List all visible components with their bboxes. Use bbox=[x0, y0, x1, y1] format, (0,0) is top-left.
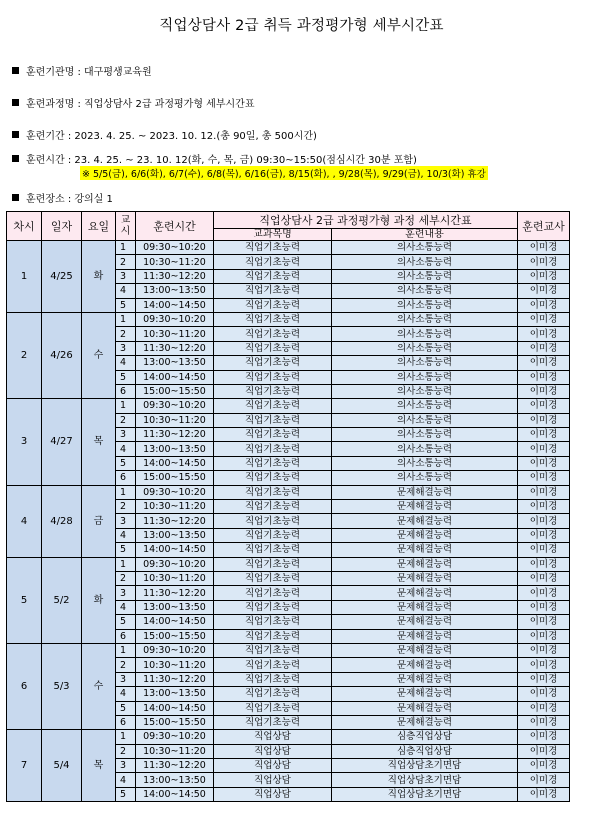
cell-subject: 직업기초능력 bbox=[214, 269, 332, 283]
cell-time: 13:00~13:50 bbox=[136, 773, 214, 787]
cell-period: 4 bbox=[116, 600, 136, 614]
cell-subject: 직업기초능력 bbox=[214, 341, 332, 355]
cell-teacher: 이미경 bbox=[518, 759, 570, 773]
cell-subject: 직업기초능력 bbox=[214, 571, 332, 585]
cell-chasi: 5 bbox=[7, 557, 42, 643]
cell-time: 10:30~11:20 bbox=[136, 327, 214, 341]
cell-content: 의사소통능력 bbox=[332, 413, 518, 427]
cell-subject: 직업기초능력 bbox=[214, 485, 332, 499]
cell-content: 의사소통능력 bbox=[332, 284, 518, 298]
cell-teacher: 이미경 bbox=[518, 715, 570, 729]
cell-teacher: 이미경 bbox=[518, 658, 570, 672]
cell-period: 5 bbox=[116, 615, 136, 629]
cell-period: 6 bbox=[116, 715, 136, 729]
cell-time: 11:30~12:20 bbox=[136, 759, 214, 773]
cell-time: 10:30~11:20 bbox=[136, 413, 214, 427]
cell-time: 14:00~14:50 bbox=[136, 298, 214, 312]
cell-period: 2 bbox=[116, 500, 136, 514]
table-row bbox=[7, 241, 570, 255]
cell-subject: 직업기초능력 bbox=[214, 600, 332, 614]
cell-content: 문제해결능력 bbox=[332, 500, 518, 514]
table-row bbox=[7, 730, 570, 744]
cell-content: 문제해결능력 bbox=[332, 658, 518, 672]
cell-period: 3 bbox=[116, 586, 136, 600]
header-group: 직업상담사 2급 과정평가형 과정 세부시간표 bbox=[214, 212, 518, 229]
cell-content: 의사소통능력 bbox=[332, 341, 518, 355]
cell-teacher: 이미경 bbox=[518, 471, 570, 485]
cell-chasi: 7 bbox=[7, 730, 42, 802]
cell-content: 의사소통능력 bbox=[332, 312, 518, 326]
cell-content: 문제해결능력 bbox=[332, 615, 518, 629]
header-time: 훈련시간 bbox=[136, 212, 214, 241]
cell-period: 2 bbox=[116, 658, 136, 672]
info-period bbox=[12, 127, 317, 142]
schedule-table bbox=[6, 211, 570, 802]
cell-period: 5 bbox=[116, 543, 136, 557]
cell-teacher: 이미경 bbox=[518, 284, 570, 298]
cell-period: 2 bbox=[116, 571, 136, 585]
cell-content: 직업상담초기면담 bbox=[332, 773, 518, 787]
cell-date: 4/28 bbox=[42, 485, 82, 557]
cell-content: 의사소통능력 bbox=[332, 255, 518, 269]
header-chasi: 차시 bbox=[7, 212, 42, 241]
page-title: 직업상담사 2급 취득 과정평가형 세부시간표 bbox=[159, 18, 444, 34]
cell-content: 문제해결능력 bbox=[332, 600, 518, 614]
cell-content: 직업상담초기면담 bbox=[332, 759, 518, 773]
cell-time: 11:30~12:20 bbox=[136, 514, 214, 528]
header-date: 일자 bbox=[42, 212, 82, 241]
cell-subject: 직업상담 bbox=[214, 787, 332, 801]
cell-time: 09:30~10:20 bbox=[136, 485, 214, 499]
cell-subject: 직업기초능력 bbox=[214, 672, 332, 686]
cell-teacher: 이미경 bbox=[518, 255, 570, 269]
cell-content: 의사소통능력 bbox=[332, 399, 518, 413]
bullet-square-icon bbox=[12, 194, 19, 201]
cell-period: 5 bbox=[116, 456, 136, 470]
info-institution bbox=[12, 63, 152, 78]
cell-teacher: 이미경 bbox=[518, 629, 570, 643]
cell-period: 4 bbox=[116, 773, 136, 787]
cell-content: 의사소통능력 bbox=[332, 471, 518, 485]
cell-period: 3 bbox=[116, 428, 136, 442]
cell-subject: 직업기초능력 bbox=[214, 399, 332, 413]
cell-teacher: 이미경 bbox=[518, 298, 570, 312]
cell-date: 5/3 bbox=[42, 643, 82, 729]
cell-time: 09:30~10:20 bbox=[136, 557, 214, 571]
cell-time: 13:00~13:50 bbox=[136, 528, 214, 542]
cell-time: 09:30~10:20 bbox=[136, 312, 214, 326]
cell-teacher: 이미경 bbox=[518, 456, 570, 470]
cell-teacher: 이미경 bbox=[518, 543, 570, 557]
cell-period: 1 bbox=[116, 312, 136, 326]
header-period: 교시 bbox=[116, 212, 136, 241]
cell-time: 11:30~12:20 bbox=[136, 586, 214, 600]
cell-chasi: 3 bbox=[7, 399, 42, 485]
cell-teacher: 이미경 bbox=[518, 327, 570, 341]
cell-period: 6 bbox=[116, 471, 136, 485]
bullet-square-icon bbox=[12, 155, 19, 162]
cell-teacher: 이미경 bbox=[518, 356, 570, 370]
cell-subject: 직업상담 bbox=[214, 744, 332, 758]
cell-time: 13:00~13:50 bbox=[136, 442, 214, 456]
cell-content: 심층직업상담 bbox=[332, 744, 518, 758]
table-row bbox=[7, 485, 570, 499]
cell-period: 4 bbox=[116, 687, 136, 701]
cell-time: 10:30~11:20 bbox=[136, 744, 214, 758]
info-course-text: 훈련과정명 : 직업상담사 2급 과정평가형 세부시간표 bbox=[26, 99, 255, 110]
bullet-square-icon bbox=[12, 99, 19, 106]
cell-subject: 직업기초능력 bbox=[214, 356, 332, 370]
cell-time: 10:30~11:20 bbox=[136, 571, 214, 585]
cell-time: 09:30~10:20 bbox=[136, 643, 214, 657]
cell-period: 3 bbox=[116, 759, 136, 773]
cell-period: 3 bbox=[116, 672, 136, 686]
cell-subject: 직업기초능력 bbox=[214, 312, 332, 326]
cell-subject: 직업기초능력 bbox=[214, 615, 332, 629]
info-time-text: 훈련시간 : 23. 4. 25. ~ 23. 10. 12(화, 수, 목, 금) 09:30~15:50(점심시간 30분 포함) bbox=[26, 155, 417, 166]
cell-teacher: 이미경 bbox=[518, 485, 570, 499]
cell-teacher: 이미경 bbox=[518, 399, 570, 413]
cell-teacher: 이미경 bbox=[518, 730, 570, 744]
bullet-square-icon bbox=[12, 67, 19, 74]
cell-teacher: 이미경 bbox=[518, 571, 570, 585]
cell-teacher: 이미경 bbox=[518, 514, 570, 528]
cell-content: 문제해결능력 bbox=[332, 715, 518, 729]
table-row bbox=[7, 312, 570, 326]
header-day: 요일 bbox=[82, 212, 116, 241]
cell-subject: 직업상담 bbox=[214, 730, 332, 744]
cell-subject: 직업기초능력 bbox=[214, 471, 332, 485]
cell-time: 15:00~15:50 bbox=[136, 715, 214, 729]
cell-time: 14:00~14:50 bbox=[136, 543, 214, 557]
cell-content: 의사소통능력 bbox=[332, 384, 518, 398]
cell-subject: 직업기초능력 bbox=[214, 643, 332, 657]
cell-teacher: 이미경 bbox=[518, 787, 570, 801]
header-teacher: 훈련교사 bbox=[518, 212, 570, 241]
cell-period: 4 bbox=[116, 442, 136, 456]
cell-time: 14:00~14:50 bbox=[136, 456, 214, 470]
cell-content: 의사소통능력 bbox=[332, 370, 518, 384]
cell-time: 13:00~13:50 bbox=[136, 284, 214, 298]
cell-subject: 직업기초능력 bbox=[214, 715, 332, 729]
cell-content: 의사소통능력 bbox=[332, 241, 518, 255]
cell-teacher: 이미경 bbox=[518, 428, 570, 442]
cell-period: 6 bbox=[116, 629, 136, 643]
cell-teacher: 이미경 bbox=[518, 370, 570, 384]
cell-time: 11:30~12:20 bbox=[136, 269, 214, 283]
cell-chasi: 1 bbox=[7, 241, 42, 313]
info-place bbox=[12, 190, 113, 205]
cell-teacher: 이미경 bbox=[518, 744, 570, 758]
cell-content: 직업상담초기면담 bbox=[332, 787, 518, 801]
cell-period: 4 bbox=[116, 284, 136, 298]
cell-teacher: 이미경 bbox=[518, 600, 570, 614]
cell-period: 2 bbox=[116, 744, 136, 758]
cell-time: 14:00~14:50 bbox=[136, 615, 214, 629]
cell-content: 심층직업상담 bbox=[332, 730, 518, 744]
cell-subject: 직업기초능력 bbox=[214, 413, 332, 427]
cell-content: 문제해결능력 bbox=[332, 687, 518, 701]
cell-teacher: 이미경 bbox=[518, 413, 570, 427]
cell-subject: 직업기초능력 bbox=[214, 428, 332, 442]
cell-time: 10:30~11:20 bbox=[136, 500, 214, 514]
cell-subject: 직업기초능력 bbox=[214, 629, 332, 643]
cell-time: 11:30~12:20 bbox=[136, 341, 214, 355]
cell-subject: 직업기초능력 bbox=[214, 442, 332, 456]
schedule-body bbox=[7, 241, 570, 802]
cell-teacher: 이미경 bbox=[518, 557, 570, 571]
bullet-square-icon bbox=[12, 131, 19, 138]
table-row bbox=[7, 399, 570, 413]
cell-content: 문제해결능력 bbox=[332, 672, 518, 686]
info-time bbox=[12, 151, 417, 166]
cell-content: 의사소통능력 bbox=[332, 456, 518, 470]
cell-period: 2 bbox=[116, 327, 136, 341]
cell-period: 3 bbox=[116, 269, 136, 283]
cell-period: 5 bbox=[116, 787, 136, 801]
cell-time: 09:30~10:20 bbox=[136, 399, 214, 413]
cell-teacher: 이미경 bbox=[518, 442, 570, 456]
cell-content: 문제해결능력 bbox=[332, 571, 518, 585]
cell-subject: 직업기초능력 bbox=[214, 687, 332, 701]
cell-teacher: 이미경 bbox=[518, 701, 570, 715]
cell-teacher: 이미경 bbox=[518, 384, 570, 398]
cell-time: 10:30~11:20 bbox=[136, 658, 214, 672]
cell-teacher: 이미경 bbox=[518, 528, 570, 542]
cell-time: 14:00~14:50 bbox=[136, 701, 214, 715]
cell-subject: 직업기초능력 bbox=[214, 543, 332, 557]
cell-day: 금 bbox=[82, 485, 116, 557]
cell-content: 의사소통능력 bbox=[332, 428, 518, 442]
cell-content: 문제해결능력 bbox=[332, 543, 518, 557]
cell-day: 수 bbox=[82, 643, 116, 729]
cell-content: 문제해결능력 bbox=[332, 557, 518, 571]
cell-date: 5/2 bbox=[42, 557, 82, 643]
cell-period: 5 bbox=[116, 370, 136, 384]
cell-day: 목 bbox=[82, 399, 116, 485]
cell-period: 3 bbox=[116, 341, 136, 355]
cell-day: 화 bbox=[82, 241, 116, 313]
cell-date: 4/26 bbox=[42, 312, 82, 398]
cell-teacher: 이미경 bbox=[518, 773, 570, 787]
cell-period: 6 bbox=[116, 384, 136, 398]
cell-period: 1 bbox=[116, 399, 136, 413]
cell-subject: 직업기초능력 bbox=[214, 557, 332, 571]
cell-subject: 직업기초능력 bbox=[214, 658, 332, 672]
cell-period: 3 bbox=[116, 514, 136, 528]
cell-teacher: 이미경 bbox=[518, 687, 570, 701]
info-course bbox=[12, 95, 255, 110]
cell-time: 09:30~10:20 bbox=[136, 730, 214, 744]
cell-chasi: 6 bbox=[7, 643, 42, 729]
cell-teacher: 이미경 bbox=[518, 312, 570, 326]
cell-teacher: 이미경 bbox=[518, 500, 570, 514]
cell-subject: 직업기초능력 bbox=[214, 514, 332, 528]
cell-day: 수 bbox=[82, 312, 116, 398]
cell-time: 15:00~15:50 bbox=[136, 629, 214, 643]
cell-time: 09:30~10:20 bbox=[136, 241, 214, 255]
cell-subject: 직업기초능력 bbox=[214, 298, 332, 312]
cell-chasi: 2 bbox=[7, 312, 42, 398]
cell-subject: 직업기초능력 bbox=[214, 528, 332, 542]
cell-period: 1 bbox=[116, 557, 136, 571]
cell-period: 1 bbox=[116, 485, 136, 499]
cell-period: 1 bbox=[116, 241, 136, 255]
cell-chasi: 4 bbox=[7, 485, 42, 557]
cell-period: 1 bbox=[116, 730, 136, 744]
cell-time: 13:00~13:50 bbox=[136, 600, 214, 614]
cell-subject: 직업상담 bbox=[214, 773, 332, 787]
cell-date: 4/25 bbox=[42, 241, 82, 313]
cell-content: 문제해결능력 bbox=[332, 643, 518, 657]
cell-teacher: 이미경 bbox=[518, 269, 570, 283]
info-place-text: 훈련장소 : 강의실 1 bbox=[26, 194, 113, 205]
cell-day: 화 bbox=[82, 557, 116, 643]
cell-time: 14:00~14:50 bbox=[136, 787, 214, 801]
cell-content: 문제해결능력 bbox=[332, 629, 518, 643]
cell-subject: 직업기초능력 bbox=[214, 701, 332, 715]
cell-content: 의사소통능력 bbox=[332, 298, 518, 312]
cell-time: 13:00~13:50 bbox=[136, 687, 214, 701]
cell-subject: 직업기초능력 bbox=[214, 586, 332, 600]
cell-content: 문제해결능력 bbox=[332, 701, 518, 715]
cell-period: 2 bbox=[116, 255, 136, 269]
cell-time: 15:00~15:50 bbox=[136, 471, 214, 485]
cell-subject: 직업기초능력 bbox=[214, 327, 332, 341]
header-subject: 교과목명 bbox=[214, 229, 332, 241]
cell-subject: 직업기초능력 bbox=[214, 255, 332, 269]
info-period-text: 훈련기간 : 2023. 4. 25. ~ 2023. 10. 12.(총 90일, 총 500시간) bbox=[26, 131, 317, 142]
cell-date: 5/4 bbox=[42, 730, 82, 802]
cell-content: 문제해결능력 bbox=[332, 586, 518, 600]
cell-subject: 직업기초능력 bbox=[214, 384, 332, 398]
cell-subject: 직업기초능력 bbox=[214, 370, 332, 384]
cell-teacher: 이미경 bbox=[518, 586, 570, 600]
cell-content: 문제해결능력 bbox=[332, 514, 518, 528]
cell-content: 의사소통능력 bbox=[332, 442, 518, 456]
cell-content: 의사소통능력 bbox=[332, 327, 518, 341]
cell-subject: 직업상담 bbox=[214, 759, 332, 773]
cell-time: 11:30~12:20 bbox=[136, 672, 214, 686]
cell-time: 13:00~13:50 bbox=[136, 356, 214, 370]
cell-content: 문제해결능력 bbox=[332, 485, 518, 499]
cell-time: 15:00~15:50 bbox=[136, 384, 214, 398]
holiday-notice: ※ 5/5(금), 6/6(화), 6/7(수), 6/8(목), 6/16(금), 8/15(화), , 9/28(목), 9/29(금), 10/3(화) 휴강 bbox=[80, 166, 488, 180]
cell-teacher: 이미경 bbox=[518, 241, 570, 255]
cell-teacher: 이미경 bbox=[518, 615, 570, 629]
cell-period: 5 bbox=[116, 701, 136, 715]
cell-period: 4 bbox=[116, 356, 136, 370]
cell-subject: 직업기초능력 bbox=[214, 241, 332, 255]
info-institution-text: 훈련기관명 : 대구평생교육원 bbox=[26, 67, 152, 78]
cell-time: 14:00~14:50 bbox=[136, 370, 214, 384]
table-row bbox=[7, 643, 570, 657]
cell-content: 문제해결능력 bbox=[332, 528, 518, 542]
cell-date: 4/27 bbox=[42, 399, 82, 485]
cell-teacher: 이미경 bbox=[518, 672, 570, 686]
cell-time: 10:30~11:20 bbox=[136, 255, 214, 269]
cell-subject: 직업기초능력 bbox=[214, 500, 332, 514]
cell-content: 의사소통능력 bbox=[332, 356, 518, 370]
cell-teacher: 이미경 bbox=[518, 643, 570, 657]
cell-time: 11:30~12:20 bbox=[136, 428, 214, 442]
cell-teacher: 이미경 bbox=[518, 341, 570, 355]
cell-day: 목 bbox=[82, 730, 116, 802]
cell-period: 2 bbox=[116, 413, 136, 427]
table-row bbox=[7, 557, 570, 571]
cell-subject: 직업기초능력 bbox=[214, 456, 332, 470]
cell-subject: 직업기초능력 bbox=[214, 284, 332, 298]
cell-period: 4 bbox=[116, 528, 136, 542]
cell-period: 5 bbox=[116, 298, 136, 312]
cell-content: 의사소통능력 bbox=[332, 269, 518, 283]
cell-period: 1 bbox=[116, 643, 136, 657]
header-content: 훈련내용 bbox=[332, 229, 518, 241]
